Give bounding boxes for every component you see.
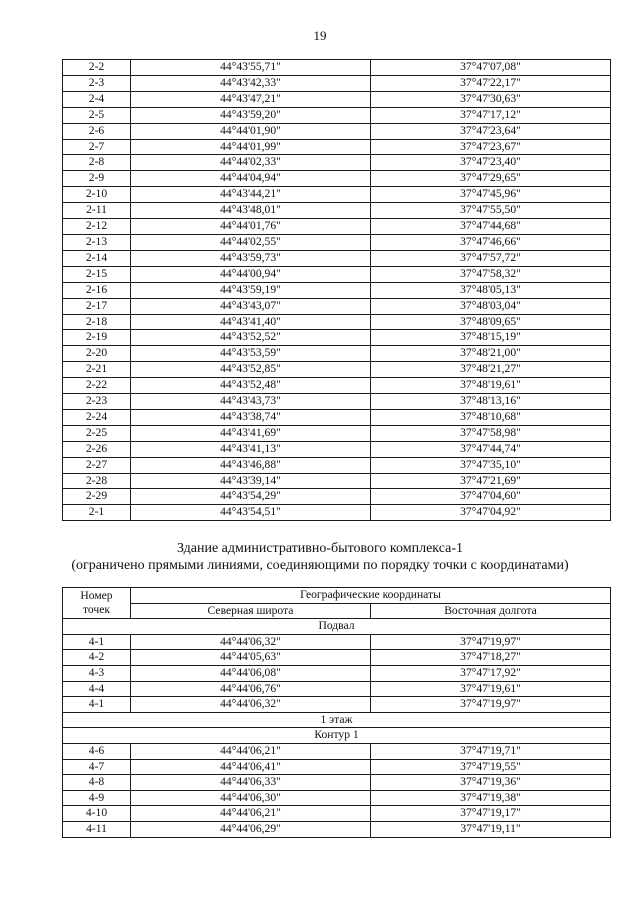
latitude-cell: 44°43'44,21" [131, 187, 371, 203]
longitude-cell: 37°47'19,61" [371, 681, 611, 697]
coordinates-table-contour-2 [62, 59, 611, 521]
longitude-cell: 37°47'58,98" [371, 425, 611, 441]
latitude-cell: 44°44'06,29" [131, 821, 371, 837]
point-number-cell: 2-18 [63, 314, 131, 330]
latitude-cell: 44°43'55,71" [131, 60, 371, 76]
latitude-cell: 44°44'06,41" [131, 759, 371, 775]
table-row [63, 75, 611, 91]
point-number-cell: 2-28 [63, 473, 131, 489]
longitude-cell: 37°47'21,69" [371, 473, 611, 489]
longitude-cell: 37°48'15,19" [371, 330, 611, 346]
longitude-cell: 37°48'09,65" [371, 314, 611, 330]
latitude-cell: 44°43'46,88" [131, 457, 371, 473]
table-row [63, 362, 611, 378]
latitude-cell: 44°43'43,73" [131, 394, 371, 410]
point-number-cell: 2-13 [63, 234, 131, 250]
latitude-cell: 44°43'41,13" [131, 441, 371, 457]
longitude-cell: 37°47'29,65" [371, 171, 611, 187]
longitude-cell: 37°47'19,17" [371, 806, 611, 822]
table-row [63, 266, 611, 282]
latitude-cell: 44°44'01,76" [131, 219, 371, 235]
point-number-cell: 2-29 [63, 489, 131, 505]
table-row [63, 282, 611, 298]
table-row [63, 155, 611, 171]
table-row [63, 634, 611, 650]
point-number-cell: 2-24 [63, 409, 131, 425]
point-number-cell: 2-22 [63, 378, 131, 394]
point-number-cell: 2-11 [63, 203, 131, 219]
table-row [63, 250, 611, 266]
point-number-cell: 2-15 [63, 266, 131, 282]
longitude-cell: 37°47'22,17" [371, 75, 611, 91]
longitude-cell: 37°47'35,10" [371, 457, 611, 473]
latitude-cell: 44°43'54,51" [131, 505, 371, 521]
latitude-cell: 44°44'06,21" [131, 743, 371, 759]
point-number-cell: 4-1 [63, 634, 131, 650]
latitude-cell: 44°43'52,48" [131, 378, 371, 394]
table-row [63, 123, 611, 139]
coordinates-table-admin-building [62, 587, 611, 838]
point-number-cell: 2-9 [63, 171, 131, 187]
longitude-cell: 37°47'19,97" [371, 634, 611, 650]
longitude-header: Восточная долгота [371, 603, 611, 619]
table-row [63, 505, 611, 521]
latitude-cell: 44°44'06,08" [131, 665, 371, 681]
section-title: Здание административно-бытового комплекса-1 [176, 541, 464, 556]
table-row [63, 790, 611, 806]
point-number-cell: 4-6 [63, 743, 131, 759]
longitude-cell: 37°47'04,92" [371, 505, 611, 521]
latitude-cell: 44°43'42,33" [131, 75, 371, 91]
latitude-cell: 44°43'38,74" [131, 409, 371, 425]
longitude-cell: 37°47'19,11" [371, 821, 611, 837]
latitude-cell: 44°44'02,55" [131, 234, 371, 250]
longitude-cell: 37°47'17,12" [371, 107, 611, 123]
point-number-header [63, 588, 131, 619]
latitude-cell: 44°43'59,20" [131, 107, 371, 123]
point-number-cell: 2-25 [63, 425, 131, 441]
table-header [63, 588, 611, 619]
latitude-cell: 44°44'01,99" [131, 139, 371, 155]
latitude-cell: 44°44'06,21" [131, 806, 371, 822]
point-number-cell: 4-11 [63, 821, 131, 837]
latitude-cell: 44°43'41,40" [131, 314, 371, 330]
latitude-cell: 44°43'43,07" [131, 298, 371, 314]
section-row [63, 728, 611, 744]
longitude-cell: 37°47'30,63" [371, 91, 611, 107]
longitude-cell: 37°47'19,36" [371, 775, 611, 791]
longitude-cell: 37°47'19,71" [371, 743, 611, 759]
point-number-header-line2: точек [82, 603, 111, 617]
point-number-cell: 2-1 [63, 505, 131, 521]
latitude-cell: 44°43'53,59" [131, 346, 371, 362]
point-number-cell: 4-2 [63, 650, 131, 666]
point-number-cell: 2-10 [63, 187, 131, 203]
longitude-cell: 37°47'07,08" [371, 60, 611, 76]
point-number-cell: 4-1 [63, 697, 131, 713]
longitude-cell: 37°47'19,97" [371, 697, 611, 713]
longitude-cell: 37°47'19,38" [371, 790, 611, 806]
point-number-cell: 2-23 [63, 394, 131, 410]
table-row [63, 425, 611, 441]
longitude-cell: 37°47'58,32" [371, 266, 611, 282]
longitude-cell: 37°48'13,16" [371, 394, 611, 410]
latitude-cell: 44°44'06,76" [131, 681, 371, 697]
table-row [63, 234, 611, 250]
point-number-cell: 4-10 [63, 806, 131, 822]
latitude-cell: 44°43'59,19" [131, 282, 371, 298]
latitude-cell: 44°44'06,32" [131, 697, 371, 713]
latitude-cell: 44°43'47,21" [131, 91, 371, 107]
point-number-cell: 2-5 [63, 107, 131, 123]
longitude-cell: 37°47'18,27" [371, 650, 611, 666]
section-row [63, 619, 611, 635]
point-number-cell: 2-6 [63, 123, 131, 139]
table-row [63, 219, 611, 235]
table-row [63, 378, 611, 394]
latitude-cell: 44°43'39,14" [131, 473, 371, 489]
latitude-cell: 44°44'01,90" [131, 123, 371, 139]
latitude-cell: 44°43'54,29" [131, 489, 371, 505]
longitude-cell: 37°47'45,96" [371, 187, 611, 203]
latitude-cell: 44°44'04,94" [131, 171, 371, 187]
table-row [63, 473, 611, 489]
table-row [63, 139, 611, 155]
longitude-cell: 37°47'23,40" [371, 155, 611, 171]
page-number: 19 [313, 28, 327, 43]
section-label-cell: Контур 1 [63, 728, 611, 744]
latitude-cell: 44°44'05,63" [131, 650, 371, 666]
point-number-cell: 2-16 [63, 282, 131, 298]
table-row [63, 665, 611, 681]
point-number-cell: 4-7 [63, 759, 131, 775]
point-number-cell: 2-27 [63, 457, 131, 473]
point-number-cell: 2-20 [63, 346, 131, 362]
coordinates-table-body [63, 60, 611, 521]
section-subtitle: (ограничено прямыми линиями, соединяющими по порядку точки с координатами) [71, 558, 569, 573]
point-number-cell: 4-8 [63, 775, 131, 791]
longitude-cell: 37°48'19,61" [371, 378, 611, 394]
table-row [63, 441, 611, 457]
table-row [63, 821, 611, 837]
longitude-cell: 37°47'46,66" [371, 234, 611, 250]
longitude-cell: 37°47'04,60" [371, 489, 611, 505]
longitude-cell: 37°48'21,00" [371, 346, 611, 362]
table-row [63, 394, 611, 410]
latitude-cell: 44°44'06,33" [131, 775, 371, 791]
table-row [63, 775, 611, 791]
header-row-2 [63, 603, 611, 619]
longitude-cell: 37°48'10,68" [371, 409, 611, 425]
geo-coordinates-header: Географические координаты [131, 588, 611, 604]
latitude-cell: 44°44'06,30" [131, 790, 371, 806]
header-row-1 [63, 588, 611, 604]
longitude-cell: 37°47'17,92" [371, 665, 611, 681]
point-number-header-line1: Номер [80, 588, 113, 602]
point-number-cell: 4-3 [63, 665, 131, 681]
longitude-cell: 37°47'23,64" [371, 123, 611, 139]
section-label-cell: 1 этаж [63, 712, 611, 728]
table-row [63, 298, 611, 314]
longitude-cell: 37°47'19,55" [371, 759, 611, 775]
longitude-cell: 37°48'03,04" [371, 298, 611, 314]
point-number-cell: 2-19 [63, 330, 131, 346]
table-row [63, 314, 611, 330]
table-row [63, 650, 611, 666]
latitude-header: Северная широта [131, 603, 371, 619]
point-number-cell: 2-26 [63, 441, 131, 457]
table-row [63, 759, 611, 775]
table-row [63, 346, 611, 362]
point-number-cell: 2-4 [63, 91, 131, 107]
point-number-cell: 2-14 [63, 250, 131, 266]
table-row [63, 107, 611, 123]
point-number-cell: 4-4 [63, 681, 131, 697]
longitude-cell: 37°47'44,68" [371, 219, 611, 235]
longitude-cell: 37°48'05,13" [371, 282, 611, 298]
point-number-cell: 2-8 [63, 155, 131, 171]
longitude-cell: 37°48'21,27" [371, 362, 611, 378]
latitude-cell: 44°44'02,33" [131, 155, 371, 171]
table-row [63, 203, 611, 219]
section-label-cell: Подвал [63, 619, 611, 635]
point-number-cell: 2-3 [63, 75, 131, 91]
latitude-cell: 44°43'41,69" [131, 425, 371, 441]
table-row [63, 91, 611, 107]
table-row [63, 60, 611, 76]
latitude-cell: 44°44'06,32" [131, 634, 371, 650]
latitude-cell: 44°43'48,01" [131, 203, 371, 219]
point-number-cell: 2-21 [63, 362, 131, 378]
latitude-cell: 44°43'59,73" [131, 250, 371, 266]
table-row [63, 409, 611, 425]
section-row [63, 712, 611, 728]
latitude-cell: 44°43'52,85" [131, 362, 371, 378]
longitude-cell: 37°47'57,72" [371, 250, 611, 266]
point-number-cell: 2-17 [63, 298, 131, 314]
table-row [63, 806, 611, 822]
point-number-cell: 4-9 [63, 790, 131, 806]
table-row [63, 697, 611, 713]
latitude-cell: 44°44'00,94" [131, 266, 371, 282]
coordinates-table-body [63, 619, 611, 837]
table-row [63, 681, 611, 697]
point-number-cell: 2-12 [63, 219, 131, 235]
table-row [63, 171, 611, 187]
point-number-cell: 2-2 [63, 60, 131, 76]
point-number-cell: 2-7 [63, 139, 131, 155]
longitude-cell: 37°47'55,50" [371, 203, 611, 219]
table-row [63, 743, 611, 759]
longitude-cell: 37°47'44,74" [371, 441, 611, 457]
longitude-cell: 37°47'23,67" [371, 139, 611, 155]
table-row [63, 457, 611, 473]
table-row [63, 330, 611, 346]
table-row [63, 489, 611, 505]
table-row [63, 187, 611, 203]
latitude-cell: 44°43'52,52" [131, 330, 371, 346]
